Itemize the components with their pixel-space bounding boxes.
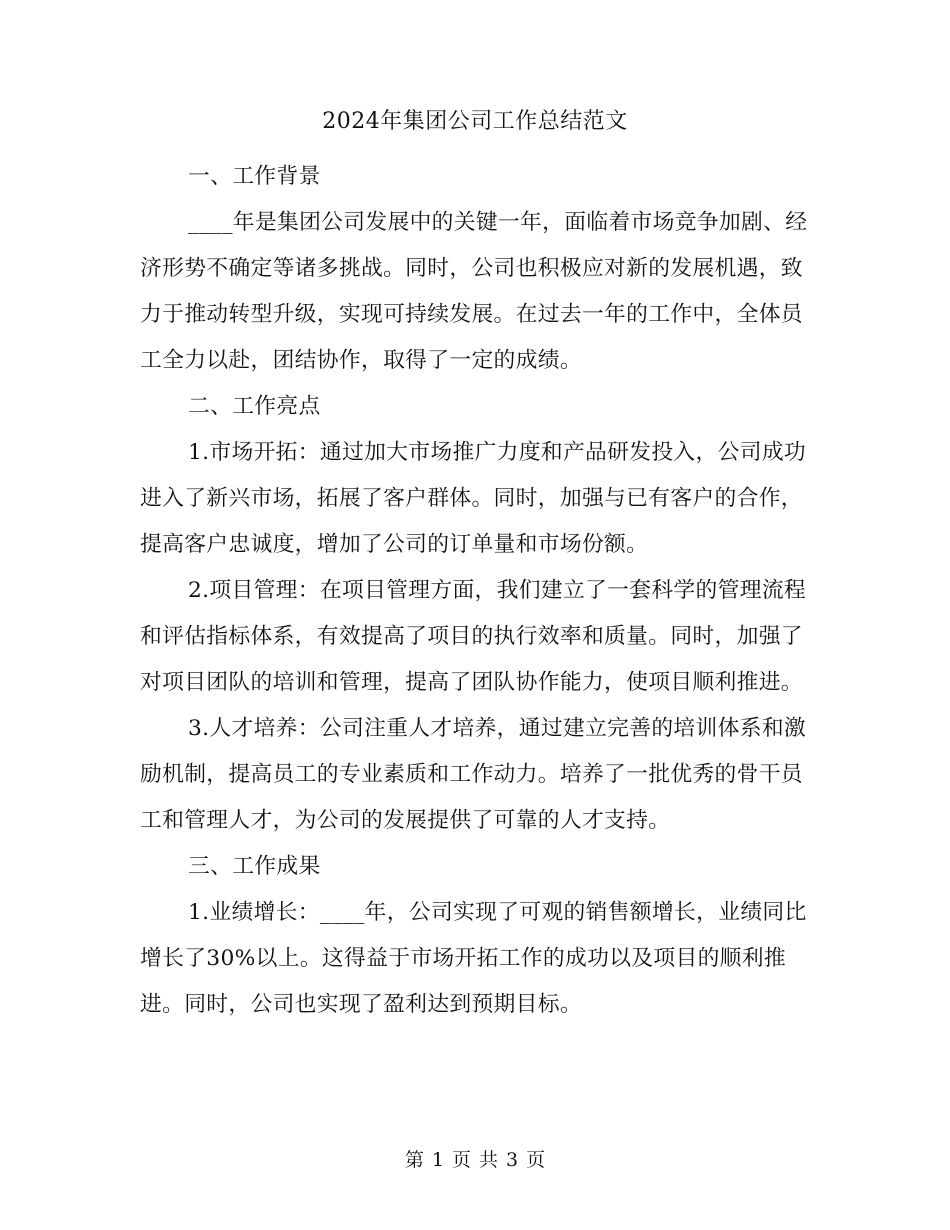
document-title: 2024年集团公司工作总结范文 (322, 109, 628, 134)
paragraph-market-expansion: 1.市场开拓：通过加大市场推广力度和产品研发投入，公司成功进入了新兴市场，拓展了客户群体。同时，加强与已有客户的合作，提高客户忠诚度，增加了公司的订单量和市场份额。 (140, 440, 807, 557)
section-heading-results: 三、工作成果 (188, 854, 321, 879)
paragraph-project-management: 2.项目管理：在项目管理方面，我们建立了一套科学的管理流程和评估指标体系，有效提高了项目的执行效率和质量。同时，加强了对项目团队的培训和管理，提高了团队协作能力，使项目顺利推进。 (140, 578, 807, 695)
page-number-footer: 第 1 页 共 3 页 (404, 1149, 546, 1171)
paragraph-background: ____年是集团公司发展中的关键一年，面临着市场竞争加剧、经济形势不确定等诸多挑战。同时，公司也积极应对新的发展机遇，致力于推动转型升级，实现可持续发展。在过去一年的工作中，全体员工全力以赴，团结协作，取得了一定的成绩。 (140, 210, 808, 373)
paragraph-talent-development: 3.人才培养：公司注重人才培养，通过建立完善的培训体系和激励机制，提高员工的专业素质和工作动力。培养了一批优秀的骨干员工和管理人才，为公司的发展提供了可靠的人才支持。 (140, 716, 807, 833)
paragraph-performance-growth: 1.业绩增长：____年，公司实现了可观的销售额增长，业绩同比增长了30%以上。这得益于市场开拓工作的成功以及项目的顺利推进。同时，公司也实现了盈利达到预期目标。 (140, 900, 807, 1017)
section-heading-background: 一、工作背景 (188, 164, 321, 189)
section-heading-highlights: 二、工作亮点 (188, 394, 321, 419)
document-body (140, 154, 812, 1028)
